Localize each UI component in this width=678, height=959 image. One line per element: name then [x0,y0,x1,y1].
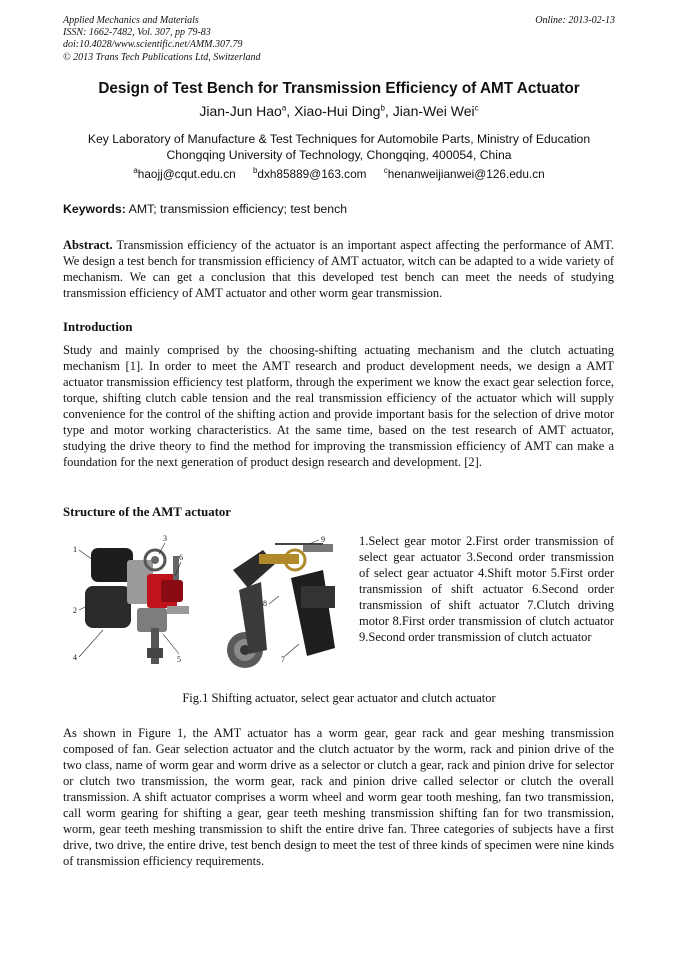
abstract [63,237,614,301]
figure-label: 6 [179,553,183,562]
figure-label: 5 [177,655,181,664]
affiliation-line: Key Laboratory of Manufacture & Test Techniques for Automobile Parts, Ministry of Education [87,132,591,146]
author-sup: a [281,103,287,113]
abstract-label: Abstract. [63,238,113,252]
paper-title: Design of Test Bench for Transmission Efficiency of AMT Actuator [98,80,580,97]
affiliation-line: Chongqing University of Technology, Chongqing, 400054, China [166,147,512,162]
figure-label: 4 [73,653,77,662]
author-name: Jian-Wei Wei [392,103,475,119]
figure-label: 1 [73,545,77,554]
issn-line: ISSN: 1662-7482, Vol. 307, pp 79-83 [63,27,211,39]
figure-label: 2 [73,606,77,615]
figure-label: 7 [281,655,285,664]
figure-actuators [63,530,353,680]
clutch-assembly [227,544,335,668]
email-address[interactable]: henanweijianwei@126.edu.cn [387,166,545,181]
introduction-text: Study and mainly comprised by the choosing-shifting actuating mechanism and the clutch actuating mechanism [1]. In order to meet the AMT research and product development needs, we design a AMT actuator transmission efficiency test platform, through the experiment we know the exact gear selection force, torque, shifting clutch cable tension and the real transmission efficiency of the actuator which will supply convenience for the control of the shifting action and provide important basis for the selection of drive motor type and motor working characteristics. At the same time, based on the test research of AMT actuator, studying the drive theory to find the method for improving the transmission efficiency of AMT can make a foundation for the next generation of product design research and development. [2]. [63,343,614,469]
journal-header [63,15,261,64]
email-sup: b [252,166,258,175]
section-heading-introduction: Introduction [63,320,133,334]
copyright-line: © 2013 Trans Tech Publications Ltd, Switzerland [63,51,261,63]
doi-line: doi:10.4028/www.scientific.net/AMM.307.79 [63,39,243,51]
author-sup: c [474,103,479,113]
figure-caption: Fig.1 Shifting actuator, select gear actuator and clutch actuator [182,691,496,705]
keywords-text: AMT; transmission efficiency; test bench [128,202,348,216]
actuator-illustration [63,530,353,680]
section-heading-structure: Structure of the AMT actuator [63,505,231,519]
keywords [63,202,347,216]
email-address[interactable]: dxh85889@163.com [257,166,367,181]
author-name: Jian-Jun Hao [199,103,282,119]
online-date: Online: 2013-02-13 [535,15,615,26]
figure-label: 9 [321,535,325,544]
author-list: Jian-Jun Hao$^a$, Xiao-Hui Ding$^b$, Jian-Wei Wei$^c$ [199,103,479,119]
abstract-text: Transmission efficiency of the actuator is an important aspect affecting the performance of AMT. We design a test bench for transmission efficiency of AMT actuator, witch can be adapted to a wide variety of mechanism. We can get a conclusion that this developed test bench can meet the needs of studying transmission efficiency of AMT actuator and other worm gear transmission. [63,238,614,300]
author-sup: b [380,103,385,113]
author-name: Xiao-Hui Ding [294,103,381,119]
email-address[interactable]: haojj@cqut.edu.cn [137,166,236,181]
figure-label: 8 [263,599,267,608]
journal-name: Applied Mechanics and Materials [63,15,199,26]
keywords-label: Keywords: [63,202,126,216]
email-list [0,166,678,181]
structure-text: As shown in Figure 1, the AMT actuator has a worm gear, gear rack and gear meshing transmission composed of fan. Gear selection actuator and the clutch actuator by the worm, rack and pinion drive of the two class, name of worm gear and worm drive as a selector or clutch a gear, rack and pinion drive for selector or clutch two transmission, the worm gear, rack and pinion drive called selector or clutch the overall transmission. A shift actuator comprises a worm wheel and worm gear tooth meshing, fan two transmission, call worm gearing for shifting a gear, gear teeth meshing transmission shifting fan for two transmission, worm, gear teeth meshing transmission to shift the entire drive fan. Three categories of subjects have a first drive, two drive, the entire drive, test bench design to meet the test of three kinds of specimen were nine kinds of transmission efficiency requirements. [63,726,614,868]
affiliation [40,132,638,163]
figure-legend: 1.Select gear motor 2.First order transmission of select gear actuator 3.Second order transmission of select gear actuator 4.Shift motor 5.First order transmission of shift actuator 6.Second order transmission of shift actuator 7.Clutch driving motor 8.First order transmission of clutch actuator 9.Second order transmission of clutch actuator [359,534,614,644]
figure-label: 3 [163,534,167,543]
email-sup: a [133,166,138,175]
email-sup: c [383,166,388,175]
